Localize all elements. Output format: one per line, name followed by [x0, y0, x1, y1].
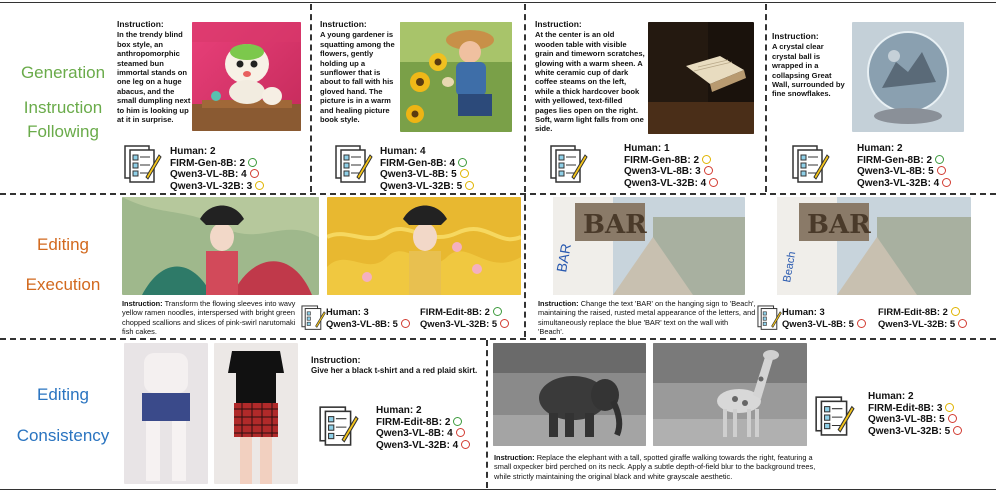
instruction-label: Instruction:: [311, 355, 361, 365]
score-qwen-8b: Qwen3-VL-8B: 4: [376, 428, 470, 440]
neutral-face-icon: [702, 155, 711, 164]
exec-image-edited-sign: [777, 197, 971, 295]
score-qwen-8b: Qwen3-VL-8B: 4: [170, 169, 264, 181]
sad-face-icon: [709, 178, 718, 187]
bottom-border: [0, 489, 996, 490]
exec-image-edited-ramen: [327, 197, 521, 295]
score-firm-gen: FIRM-Gen-8B: 2: [857, 155, 951, 167]
exec-scores-1-left: [326, 306, 410, 330]
cons-image-edited-giraffe: [653, 343, 807, 446]
exec-instruction-1: [122, 299, 298, 337]
gen-image-steamed-bun: [192, 22, 301, 131]
gen-scores-1: [170, 146, 264, 192]
clipboard-checklist-icon: [548, 143, 588, 183]
category-generation-line3: Following: [27, 122, 99, 141]
category-consistency-line2: Consistency: [16, 426, 110, 445]
sad-face-icon: [857, 319, 866, 328]
instruction-label: Instruction:: [538, 299, 579, 308]
clipboard-checklist-icon: [317, 404, 359, 446]
category-execution-line2: Execution: [25, 275, 101, 294]
gen-scores-4: [857, 143, 951, 189]
score-firm-edit: FIRM-Edit-8B: 2: [878, 306, 967, 318]
score-qwen-32b: Qwen3-VL-32B: 4: [624, 178, 718, 190]
score-qwen-32b: Qwen3-VL-32B: 4: [376, 440, 470, 452]
sad-face-icon: [948, 414, 957, 423]
happy-face-icon: [493, 307, 502, 316]
gen-instruction-1-text: In the trendy blind box style, an anthropomorphic steamed bun immortal stands on one leg on a huge abacus, and the small dumpling next to him is looking up at it in surprise.: [117, 30, 191, 125]
cons-image-edited-girl: [214, 343, 298, 484]
cons-instruction-1-text: Give her a black t-shirt and a red plaid skirt.: [311, 366, 478, 376]
neutral-face-icon: [945, 403, 954, 412]
score-qwen-8b: Qwen3-VL-8B: 5: [857, 166, 951, 178]
cons-instruction-1: [311, 356, 481, 376]
instruction-label: Instruction:: [122, 299, 163, 308]
neutral-face-icon: [255, 181, 264, 190]
sad-face-icon: [461, 440, 470, 449]
instruction-label: Instruction:: [117, 19, 164, 29]
col-divider-gen-2: [524, 4, 526, 192]
instruction-label: Instruction:: [772, 31, 819, 41]
col-divider-exec: [524, 195, 526, 337]
exec-instruction-2-text: Change the text 'BAR' on the hanging sign to 'Beach', maintaining the raised, rusted metal appearance of the letters, and simultaneously replace the blue 'BAR' text on the wall with 'Beach'.: [538, 299, 756, 337]
sad-face-icon: [250, 169, 259, 178]
score-qwen-32b: Qwen3-VL-32B: 5: [878, 318, 967, 330]
exec-scores-1-right: [420, 306, 509, 330]
wall-text: BAR: [553, 242, 574, 274]
score-human: Human: 4: [380, 146, 426, 157]
happy-face-icon: [458, 158, 467, 167]
score-qwen-32b: Qwen3-VL-32B: 5: [420, 318, 509, 330]
category-execution-line1: Editing: [37, 235, 89, 254]
score-firm-gen: FIRM-Gen-8B: 4: [380, 158, 474, 170]
score-qwen-32b: Qwen3-VL-32B: 4: [857, 178, 951, 190]
exec-scores-2-right: [878, 306, 967, 330]
gen-instruction-2: [320, 20, 398, 124]
happy-face-icon: [248, 158, 257, 167]
gen-instruction-3: [535, 20, 645, 134]
gen-scores-2: [380, 146, 474, 192]
row-divider-2: [0, 338, 996, 340]
gen-image-gardener: [400, 22, 512, 132]
score-qwen-32b: Qwen3-VL-32B: 5: [868, 426, 962, 438]
score-human: Human: 3: [782, 306, 825, 317]
happy-face-icon: [453, 417, 462, 426]
gen-image-crystal-ball: [852, 22, 964, 132]
sad-face-icon: [958, 319, 967, 328]
clipboard-checklist-icon: [813, 394, 855, 436]
gen-instruction-4-text: A crystal clear crystal ball is wrapped in a collapsing Great Wall, surrounded by fine snowflakes.: [772, 42, 845, 99]
score-human: Human: 2: [857, 143, 903, 154]
score-human: Human: 2: [170, 146, 216, 157]
gen-scores-3: [624, 143, 718, 189]
clipboard-checklist-icon: [756, 304, 782, 330]
cons-image-source-girl: [124, 343, 208, 484]
neutral-face-icon: [460, 169, 469, 178]
sign-text: BAR: [583, 210, 647, 240]
clipboard-checklist-icon: [122, 143, 162, 183]
score-human: Human: 2: [868, 391, 914, 402]
col-divider-gen-1: [310, 4, 312, 192]
score-firm-edit: FIRM-Edit-8B: 2: [376, 417, 470, 429]
score-firm-edit: FIRM-Edit-8B: 3: [868, 403, 962, 415]
clipboard-checklist-icon: [333, 143, 373, 183]
top-border: [0, 2, 996, 3]
score-human: Human: 1: [624, 143, 670, 154]
score-firm-gen: FIRM-Gen-8B: 2: [170, 158, 264, 170]
exec-instruction-1-text: Transform the flowing sleeves into wavy yellow ramen noodles, interspersed with bright green chopped scallions and slices of pink-swirl narutomaki fish cakes.: [122, 299, 296, 337]
neutral-face-icon: [951, 307, 960, 316]
sad-face-icon: [937, 166, 946, 175]
sad-face-icon: [942, 178, 951, 187]
category-consistency-line1: Editing: [37, 385, 89, 404]
gen-instruction-1: [117, 20, 191, 124]
row-divider-1: [0, 193, 996, 195]
cons-instruction-2: [494, 453, 816, 481]
score-firm-edit: FIRM-Edit-8B: 2: [420, 306, 509, 318]
clipboard-checklist-icon: [790, 143, 830, 183]
exec-scores-2-left: [782, 306, 866, 330]
gen-instruction-3-text: At the center is an old wooden table with visible grain and timeworn scratches, glowing with a warm sheen. A white ceramic cup of dark coffee steams on the left, while a thick hardcover book with yellowed, text-filled pages lies open on the right. Soft, warm light falls from one side.: [535, 30, 645, 134]
cons-scores-1: [376, 405, 470, 451]
wall-text: Beach: [781, 250, 799, 284]
score-firm-gen: FIRM-Gen-8B: 2: [624, 155, 718, 167]
category-generation-line1: Generation: [20, 63, 106, 82]
sad-face-icon: [401, 319, 410, 328]
score-qwen-8b: Qwen3-VL-8B: 5: [380, 169, 474, 181]
score-qwen-8b: Qwen3-VL-8B: 5: [782, 318, 866, 330]
gen-instruction-2-text: A young gardener is squatting among the flowers, gently holding up a sunflower that is about to fall with his gloved hand. The picture is in a warm and healing picture book style.: [320, 30, 395, 125]
sad-face-icon: [704, 166, 713, 175]
sad-face-icon: [500, 319, 509, 328]
score-qwen-8b: Qwen3-VL-8B: 5: [868, 414, 962, 426]
happy-face-icon: [935, 155, 944, 164]
exec-instruction-2: [538, 299, 756, 337]
sign-text: BAR: [807, 210, 871, 240]
instruction-label: Instruction:: [494, 453, 535, 462]
score-qwen-32b: Qwen3-VL-32B: 3: [170, 181, 264, 193]
sad-face-icon: [456, 428, 465, 437]
score-human: Human: 2: [376, 405, 422, 416]
sad-face-icon: [953, 426, 962, 435]
cons-instruction-2-text: Replace the elephant with a tall, spotted giraffe walking towards the right, featuring a small oxpecker bird perched on its neck. Apply a subtle depth-of-field blur to the background trees, while strictly maintaining the original black and white grayscale aesthetic.: [494, 453, 816, 481]
col-divider-gen-3: [765, 4, 767, 192]
gen-instruction-4: [772, 32, 850, 99]
gen-image-book-table: [648, 22, 754, 134]
score-qwen-8b: Qwen3-VL-8B: 3: [624, 166, 718, 178]
neutral-face-icon: [465, 181, 474, 190]
cons-scores-2: [868, 391, 962, 437]
col-divider-cons: [486, 340, 488, 488]
category-generation-line2: Instruction: [23, 98, 103, 117]
score-qwen-32b: Qwen3-VL-32B: 5: [380, 181, 474, 193]
exec-image-source-dancer: [122, 197, 319, 295]
score-qwen-8b: Qwen3-VL-8B: 5: [326, 318, 410, 330]
instruction-label: Instruction:: [320, 19, 367, 29]
exec-image-source-sign: [553, 197, 745, 295]
cons-image-source-elephant: [493, 343, 646, 446]
score-human: Human: 3: [326, 306, 369, 317]
clipboard-checklist-icon: [300, 304, 326, 330]
instruction-label: Instruction:: [535, 19, 582, 29]
